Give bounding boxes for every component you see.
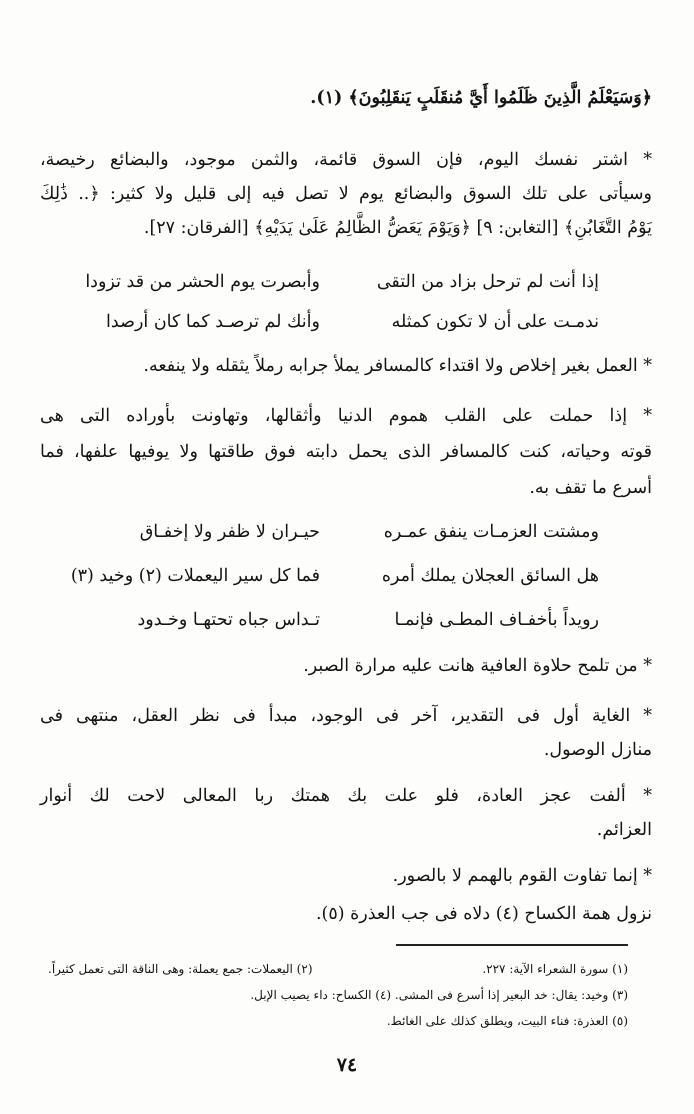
- poem-hemistich-right: رويداً بأخفـاف المطـى فإنمـا: [394, 610, 599, 630]
- footnote-divider: [396, 944, 628, 946]
- paragraph-line: يَوْمُ التَّغَابُنِ﴾ [التغابن: ٩] ﴿وَيَوْمَ يَعَضُّ الظَّالِمُ عَلَىٰ يَدَيْهِ﴾ [الفرقان: ٢٧].: [143, 218, 652, 238]
- paragraph-line: * الغاية أول فى التقدير، آخر فى الوجود، مبدأ فى نظر العقل، منتهى فى: [40, 706, 652, 726]
- poem-hemistich-left: وأنك لم ترصـد كما كان أرصدا: [106, 312, 320, 332]
- paragraph-line: العزائم.: [596, 820, 652, 840]
- paragraph-line: * العمل بغير إخلاص ولا اقتداء كالمسافر يملأ جرابه رملاً يثقله ولا ينفعه.: [143, 356, 652, 376]
- paragraph-line: * إنما تفاوت القوم بالهمم لا بالصور.: [392, 866, 652, 886]
- footnote: (٢) اليعملات: جمع يعملة: وهى الناقة التى تعمل كثيراً.: [48, 962, 313, 976]
- paragraph-line: * ألفت عجز العادة، فلو علت بك همتك ربا المعالى لاحت لك أنوار: [40, 786, 652, 806]
- poem-hemistich-left: فما كل سير اليعملات (٢) وخيد (٣): [70, 566, 320, 586]
- poem-hemistich-left: وأبصرت يوم الحشر من قد تزودا: [85, 272, 320, 292]
- poem-hemistich-right: ومشتت العزمـات ينفق عمـره: [383, 522, 599, 542]
- page-number: ٧٤: [336, 1054, 358, 1076]
- paragraph-line: * اشتر نفسك اليوم، فإن السوق قائمة، والثمن موجود، والبضائع رخيصة،: [40, 150, 652, 170]
- poem-hemistich-right: هل السائق العجلان يملك أمره: [381, 566, 599, 586]
- poem-hemistich-right: إذا أنت لم ترحل بزاد من التقى: [376, 272, 599, 292]
- quran-verse-line: ﴿وَسَيَعْلَمُ الَّذِينَ ظَلَمُوا أَيَّ مُنقَلَبٍ يَنقَلِبُونَ﴾ (١).: [310, 88, 652, 108]
- poem-hemistich-right: ندمـت على أن لا تكون كمثله: [391, 312, 599, 332]
- paragraph-line: قوته وحياته، كنت كالمسافر الذى يحمل دابته فوق طاقتها ولا يوفيها علفها، فما: [40, 442, 652, 462]
- paragraph-line: نزول همة الكساح (٤) دلاه فى جب العذرة (٥).: [315, 904, 652, 924]
- footnote: (٣) وخيد: يقال: خد البعير إذا أسرع فى المشى. (٤) الكساح: داء يصيب الإبل.: [250, 988, 628, 1002]
- poem-hemistich-left: حيـران لا ظفر ولا إخفـاق: [139, 522, 320, 542]
- footnote: (٥) العذرة: فناء البيت، ويطلق كذلك على الغائط.: [386, 1014, 628, 1028]
- paragraph-line: أسرع ما تقف به.: [529, 478, 652, 498]
- poem-hemistich-left: تـداس جباه تحتهـا وخـدود: [137, 610, 320, 630]
- paragraph-line: * من تلمح حلاوة العافية هانت عليه مرارة الصبر.: [303, 656, 652, 676]
- paragraph-line: منازل الوصول.: [543, 740, 652, 760]
- paragraph-line: * إذا حملت على القلب هموم الدنيا وأثقالها، وتهاونت بأوراده التى هى: [40, 406, 652, 426]
- footnote: (١) سورة الشعراء الآية: ٢٢٧.: [482, 962, 628, 976]
- paragraph-line: وسيأتى على تلك السوق والبضائع يوم لا تصل فيه إلى قليل ولا كثير: ﴿.. ذَٰلِكَ: [40, 184, 652, 204]
